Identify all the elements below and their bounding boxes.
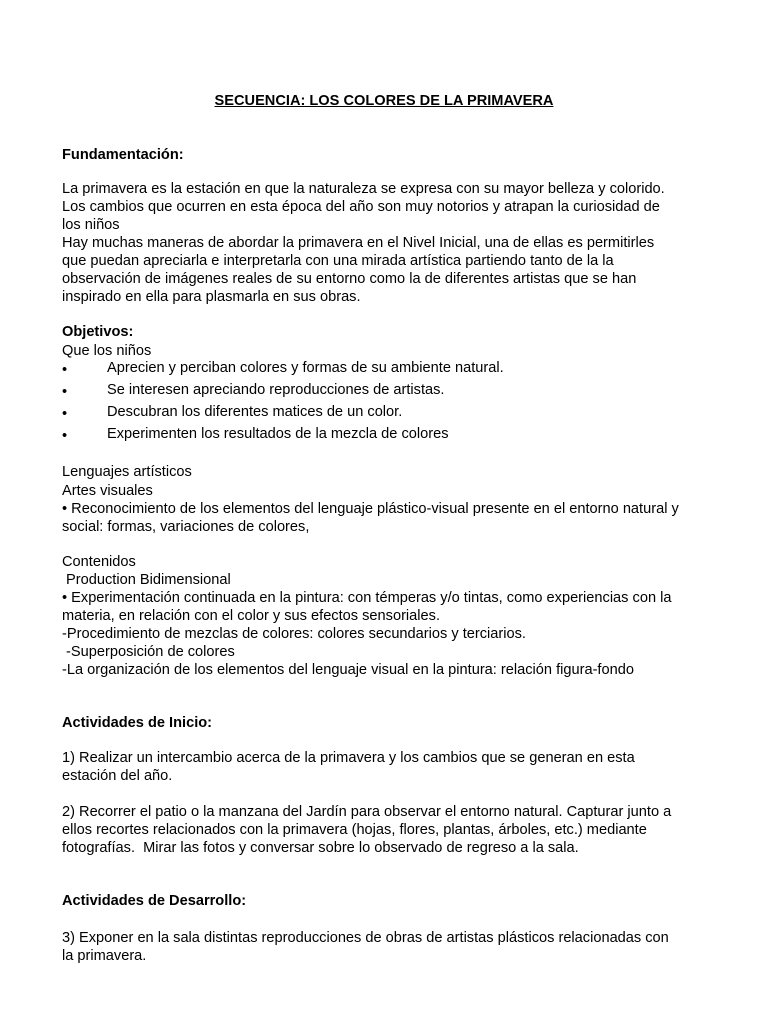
contenidos-line: materia, en relación con el color y sus efectos sensoriales.: [62, 608, 440, 624]
actividad-line: ellos recortes relacionados con la primavera (hojas, flores, plantas, árboles, etc.) mediante: [62, 822, 647, 838]
actividad-line: 1) Realizar un intercambio acerca de la primavera y los cambios que se generan en esta: [62, 750, 635, 766]
objetivos-intro: Que los niños: [62, 343, 152, 359]
bullet-icon: •: [62, 428, 68, 444]
fundamentacion-line: inspirado en ella para plasmarla en sus obras.: [62, 289, 361, 305]
actividad-line: 3) Exponer en la sala distintas reproducciones de obras de artistas plásticos relacionadas con: [62, 930, 669, 946]
actividad-line: fotografías. Mirar las fotos y conversar sobre lo observado de regreso a la sala.: [62, 840, 579, 856]
objetivos-heading: Objetivos:: [62, 324, 134, 340]
lenguajes-line: Artes visuales: [62, 483, 153, 499]
actividad-line: 2) Recorrer el patio o la manzana del Jardín para observar el entorno natural. Capturar junto a: [62, 804, 672, 820]
contenidos-line: Production Bidimensional: [62, 572, 231, 588]
contenidos-line: Contenidos: [62, 554, 136, 570]
lenguajes-line: Lenguajes artísticos: [62, 464, 192, 480]
fundamentacion-line: que puedan apreciarla e interpretarla con una mirada artística partiendo tanto de la la: [62, 253, 614, 269]
lenguajes-line: social: formas, variaciones de colores,: [62, 519, 310, 535]
actividades-inicio-heading: Actividades de Inicio:: [62, 715, 213, 731]
actividades-desarrollo-heading: Actividades de Desarrollo:: [62, 893, 247, 909]
fundamentacion-heading: Fundamentación:: [62, 147, 184, 163]
bullet-icon: •: [62, 406, 68, 422]
fundamentacion-line: Hay muchas maneras de abordar la primavera en el Nivel Inicial, una de ellas es permitirles: [62, 235, 655, 251]
fundamentacion-line: La primavera es la estación en que la naturaleza se expresa con su mayor belleza y colorido.: [62, 181, 665, 197]
fundamentacion-line: observación de imágenes reales de su entorno como la de diferentes artistas que se han: [62, 271, 637, 287]
actividad-line: estación del año.: [62, 768, 173, 784]
objetivo-item: Descubran los diferentes matices de un color.: [107, 404, 403, 420]
lenguajes-line: • Reconocimiento de los elementos del lenguaje plástico-visual presente en el entorno natural y: [62, 501, 679, 517]
fundamentacion-line: los niños: [62, 217, 120, 233]
actividad-line: la primavera.: [62, 948, 147, 964]
document-title: SECUENCIA: LOS COLORES DE LA PRIMAVERA: [214, 93, 554, 109]
contenidos-line: -La organización de los elementos del lenguaje visual en la pintura: relación figura-fondo: [62, 662, 634, 678]
bullet-icon: •: [62, 362, 68, 378]
objetivo-item: Aprecien y perciban colores y formas de su ambiente natural.: [107, 360, 504, 376]
bullet-icon: •: [62, 384, 68, 400]
contenidos-line: -Superposición de colores: [62, 644, 235, 660]
contenidos-line: • Experimentación continuada en la pintura: con témperas y/o tintas, como experiencias con la: [62, 590, 672, 606]
contenidos-line: -Procedimiento de mezclas de colores: colores secundarios y terciarios.: [62, 626, 526, 642]
objetivo-item: Experimenten los resultados de la mezcla de colores: [107, 426, 449, 442]
objetivo-item: Se interesen apreciando reproducciones de artistas.: [107, 382, 445, 398]
fundamentacion-line: Los cambios que ocurren en esta época del año son muy notorios y atrapan la curiosidad de: [62, 199, 660, 215]
